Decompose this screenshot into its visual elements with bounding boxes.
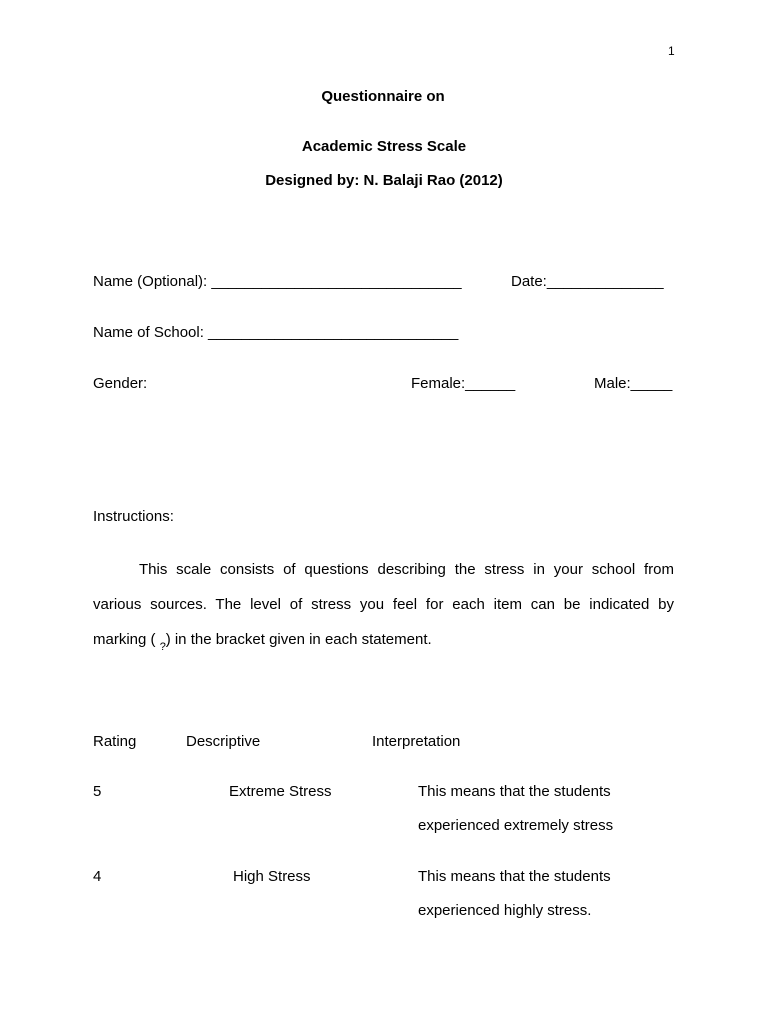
instructions-line-1: This scale consists of questions describing the stress in your school from bbox=[139, 561, 674, 578]
rating-interpretation-line-2: experienced highly stress. bbox=[418, 902, 592, 919]
school-field: Name of School: ______________________________ bbox=[93, 324, 459, 341]
page-number: 1 bbox=[668, 44, 675, 58]
scale-name: Academic Stress Scale bbox=[301, 138, 467, 155]
rating-descriptive: High Stress bbox=[233, 868, 311, 885]
instructions-paragraph bbox=[93, 552, 674, 657]
male-field: Male:_____ bbox=[594, 375, 673, 392]
designer-credit: Designed by: N. Balaji Rao (2012) bbox=[265, 172, 503, 189]
instructions-line-2: various sources. The level of stress you feel for each item can be indicated by bbox=[93, 596, 674, 613]
instructions-line-3: marking ( ? ) in the bracket given in each statement. bbox=[93, 631, 432, 653]
instructions-line-3-end: ) in the bracket given in each statement. bbox=[165, 631, 432, 648]
interpretation-column-header: Interpretation bbox=[372, 733, 461, 750]
rating-interpretation-line-1: This means that the students bbox=[418, 783, 611, 800]
descriptive-column-header: Descriptive bbox=[186, 733, 261, 750]
instructions-heading: Instructions: bbox=[93, 508, 174, 525]
name-field: Name (Optional): ______________________________ bbox=[93, 273, 462, 290]
rating-value: 4 bbox=[93, 868, 102, 885]
rating-value: 5 bbox=[93, 783, 102, 800]
female-field: Female:______ bbox=[411, 375, 516, 392]
gender-label: Gender: bbox=[93, 375, 148, 392]
rating-column-header: Rating bbox=[93, 733, 137, 750]
date-field: Date:______________ bbox=[511, 273, 664, 290]
rating-descriptive: Extreme Stress bbox=[229, 783, 332, 800]
rating-interpretation-line-2: experienced extremely stress bbox=[418, 817, 614, 834]
instructions-line-3-start: marking ( bbox=[93, 631, 156, 648]
rating-interpretation-line-1: This means that the students bbox=[418, 868, 611, 885]
questionnaire-title: Questionnaire on bbox=[321, 88, 445, 105]
